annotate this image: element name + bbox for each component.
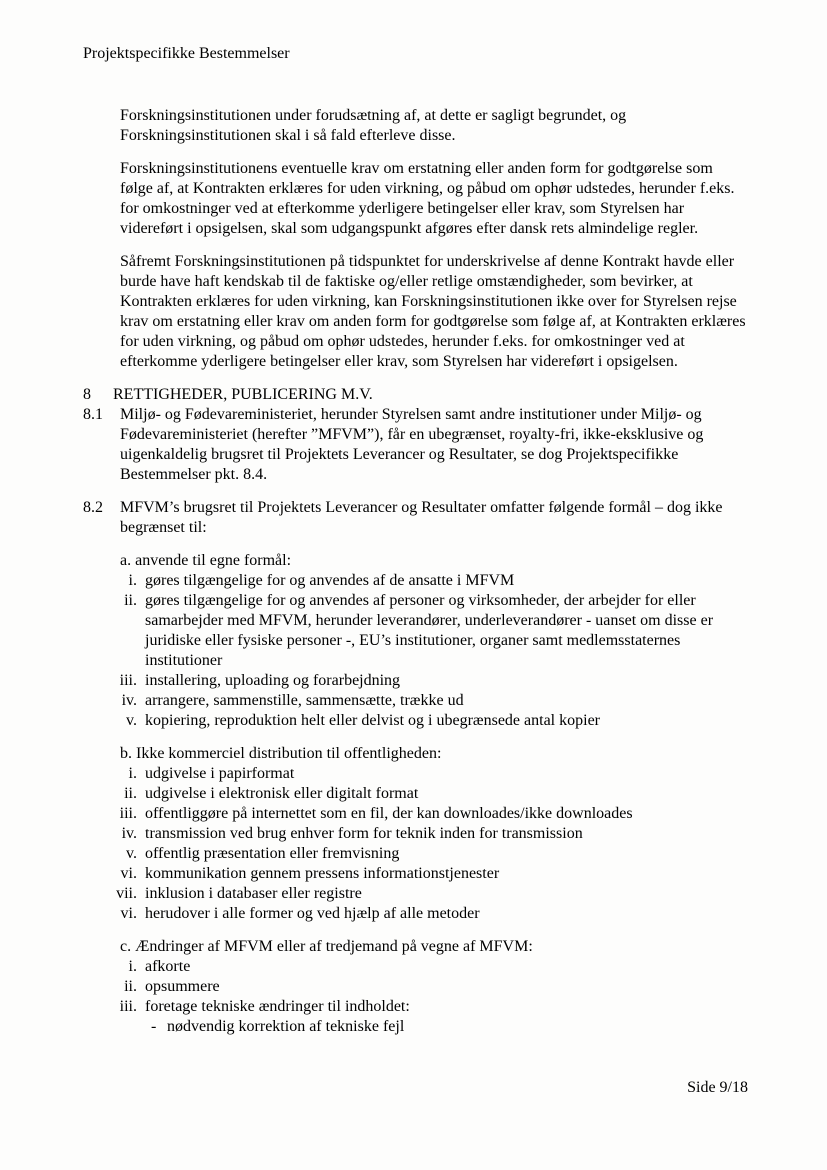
- list-marker: i.: [128, 958, 137, 975]
- list-item-text: gøres tilgængelige for og anvendes af de ansatte i MFVM: [145, 572, 515, 589]
- list-item: [111, 691, 748, 711]
- list-c-heading: c. Ændringer af MFVM eller af tredjemand på vegne af MFVM:: [120, 938, 533, 955]
- list-a: [111, 571, 748, 731]
- list-item-text: udgivelse i elektronisk eller digitalt format: [145, 785, 419, 802]
- clause-body: [116, 498, 748, 1037]
- paragraph: Såfremt Forskningsinstitutionen på tidspunktet for underskrivelse af denne Kontrakt havde eller burde have haft kendskab til de faktiske og/eller retlige omstændigheder, som bevirker, at Kontrakten erklæres for uden virkning, kan Forskningsinstitutionen ikke over for Styrelsen rejse krav om erstatning eller krav om anden form for godtgørelse som følge af, at Kontrakten erklæres for uden virkning, og påbud om ophør udstedes, herunder f.eks. for omkostninger ved at efterkomme yderligere betingelser eller krav, som Styrelsen har videreført i opsigelsen.: [120, 253, 746, 370]
- list-c: [111, 957, 748, 1037]
- clause-text: Miljø- og Fødevareministeriet, herunder Styrelsen samt andre institutioner under Miljø- og Fødevareministeriet (herefter ”MFVM”), får en ubegrænset, royalty-fri, ikke-eksklusive og uigenkaldelig brugsret til Projektets Leverancer og Resultater, se dog Projektspecifikke Bestemmelser pkt. 8.4.: [120, 406, 704, 483]
- section-heading: [83, 385, 748, 405]
- list-item: [111, 997, 748, 1017]
- paragraph: Forskningsinstitutionens eventuelle krav om erstatning eller anden form for godtgørelse som følge af, at Kontrakten erklæres for uden virkning, og påbud om ophør udstedes, herunder f.eks. for omkostninger ved at efterkomme yderligere betingelser eller krav, som Styrelsen har videreført i opsigelsen, skal som udgangspunkt afgøres efter dansk rets almindelige regler.: [120, 160, 735, 237]
- list-item-text: arrangere, sammenstille, sammensætte, trække ud: [145, 692, 464, 709]
- list-marker: iii.: [119, 998, 137, 1015]
- section-title: RETTIGHEDER, PUBLICERING M.V.: [113, 386, 373, 403]
- list-marker: i.: [128, 572, 137, 589]
- list-marker: i.: [128, 765, 137, 782]
- list-item: [111, 904, 748, 924]
- list-marker: v.: [126, 845, 137, 862]
- list-item: [111, 977, 748, 997]
- list-item-text: kopiering, reproduktion helt eller delvist og i ubegrænsede antal kopier: [145, 712, 600, 729]
- list-item-text: inklusion i databaser eller registre: [145, 885, 362, 902]
- clause-number: 8.1: [83, 406, 103, 423]
- list-item-text: installering, uploading og forarbejdning: [145, 672, 401, 689]
- list-b-heading: b. Ikke kommerciel distribution til offentligheden:: [120, 745, 442, 762]
- list-marker: iii.: [119, 672, 137, 689]
- list-marker: vi.: [120, 905, 137, 922]
- list-item: [111, 571, 748, 591]
- list-b: [111, 764, 748, 924]
- clause-number: 8.2: [83, 499, 103, 516]
- list-item-text: kommunikation gennem pressens informationstjenester: [145, 865, 500, 882]
- list-item-text: herudover i alle former og ved hjælp af alle metoder: [145, 905, 480, 922]
- list-item-text: transmission ved brug enhver form for teknik inden for transmission: [145, 825, 583, 842]
- list-a-heading: a. anvende til egne formål:: [120, 552, 292, 569]
- document-header-title: Projektspecifikke Bestemmelser: [83, 45, 290, 62]
- clause-text: MFVM’s brugsret til Projektets Leverancer og Resultater omfatter følgende formål – dog ikke begrænset til:: [120, 499, 723, 536]
- list-marker: ii.: [124, 785, 137, 802]
- list-marker: iv.: [121, 825, 137, 842]
- clause-8-2: [83, 498, 748, 1037]
- list-sub-item-text: nødvendig korrektion af tekniske fejl: [167, 1018, 405, 1035]
- list-item: [111, 764, 748, 784]
- clause-8-1: [83, 405, 748, 485]
- list-marker: iv.: [121, 692, 137, 709]
- list-marker: ii.: [124, 978, 137, 995]
- list-item-text: udgivelse i papirformat: [145, 765, 295, 782]
- list-marker: vii.: [116, 885, 137, 902]
- list-item: [111, 711, 748, 731]
- list-item-text: gøres tilgængelige for og anvendes af personer og virksomheder, der arbejder for eller samarbejder med MFVM, herunder leverandører, underleverandører - uanset om disse er juridiske eller fysiske personer -, EU’s institutioner, organer samt medlemsstaternes institutioner: [145, 592, 714, 669]
- list-item-text: opsummere: [145, 978, 220, 995]
- list-item: [111, 591, 748, 671]
- list-item: [111, 957, 748, 977]
- section-number: 8: [83, 386, 91, 403]
- list-item: [111, 824, 748, 844]
- list-item: [111, 671, 748, 691]
- paragraph: Forskningsinstitutionen under forudsætning af, at dette er sagligt begrundet, og Forskningsinstitutionen skal i så fald efterleve disse.: [120, 107, 627, 144]
- list-item-text: offentlig præsentation eller fremvisning: [145, 845, 400, 862]
- list-item: [111, 884, 748, 904]
- list-item: [111, 784, 748, 804]
- list-sub-item: [151, 1017, 748, 1037]
- list-item-text: offentliggøre på internettet som en fil, der kan downloades/ikke downloades: [145, 805, 633, 822]
- list-item: [111, 864, 748, 884]
- list-marker: v.: [126, 712, 137, 729]
- list-item-text: foretage tekniske ændringer til indholdet:: [145, 998, 410, 1015]
- list-item: [111, 844, 748, 864]
- page-number: Side 9/18: [687, 1079, 748, 1096]
- dash-marker: -: [151, 1018, 157, 1035]
- list-marker: ii.: [124, 592, 137, 609]
- list-item-text: afkorte: [145, 958, 191, 975]
- list-marker: vi.: [120, 865, 137, 882]
- body-paragraphs: [120, 106, 748, 372]
- list-marker: iii.: [119, 805, 137, 822]
- list-item: [111, 804, 748, 824]
